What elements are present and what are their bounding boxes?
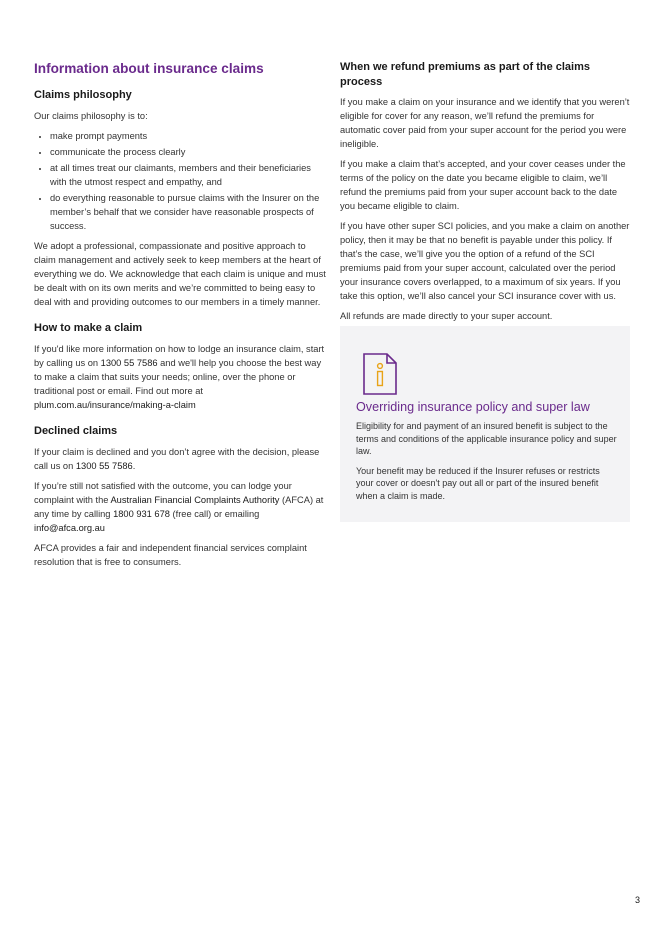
text-segment: If you'd like more information on how to lodge an insurance claim, start by calling us on: [34, 344, 325, 368]
list-item: • make prompt payments: [50, 129, 326, 143]
policy-callout-box: [340, 326, 630, 522]
claims-philosophy-intro: Our claims philosophy is to:: [34, 111, 148, 121]
callout-paragraph-2: Your benefit may be reduced if the Insurer refuses or restricts your cover or doesn't pay out all or part of the insured benefit when a claim is made.: [356, 465, 600, 501]
making-a-claim-link[interactable]: plum.com.au/insurance/making-a-claim: [34, 400, 196, 410]
how-to-claim-heading: How to make a claim: [34, 322, 143, 334]
callout-title: Overriding insurance policy and super law: [356, 400, 590, 414]
refund-heading: When we refund premiums as part of the claims process: [340, 61, 590, 88]
text-segment: (free call) or emailing: [169, 509, 260, 519]
text-segment: .: [132, 461, 136, 471]
claims-philosophy-list: [34, 129, 326, 233]
right-column: [340, 60, 632, 329]
page-title: Information about insurance claims: [34, 61, 264, 76]
text-segment: and we'll help you choose the best way to make a claim that suits your needs; online, over the phone or traditional post or email. Find out more at: [34, 358, 322, 396]
declined-claims-paragraph-3: AFCA provides a fair and independent financial services complaint resolution that is free to consumers.: [34, 543, 307, 567]
phone-number[interactable]: 1300 55 7586: [75, 461, 133, 471]
claims-philosophy-heading: Claims philosophy: [34, 89, 132, 101]
refund-paragraph-2: If you make a claim that’s accepted, and your cover ceases under the terms of the policy on the date you became eligible to claim, we’ll refund the premiums paid from your super account back to the date you became eligible to claim.: [340, 159, 626, 211]
afca-name: Australian Financial Complaints Authority: [110, 495, 280, 505]
refund-paragraph-3: If you have other super SCI policies, and you make a claim on another policy, then it may be that no benefit is payable under this policy. If that’s the case, we’ll give you the option of a refund of the SCI premiums paid from your super account, calculated over the period your insurance covers overlapped, to a maximum of six years. If you take this option, we’ll also cancel your SCI insurance cover with us.: [340, 221, 630, 301]
afca-email-link[interactable]: info@afca.org.au: [34, 523, 105, 533]
how-to-claim-paragraph: [34, 342, 326, 412]
declined-claims-heading: Declined claims: [34, 425, 118, 437]
left-column: [34, 60, 326, 581]
list-item: • communicate the process clearly: [50, 145, 326, 159]
refund-paragraph-1: If you make a claim on your insurance and we identify that you weren’t eligible for cover for any reason, we’ll refund the premiums for automatic cover paid from your super account for the period you were ineligible.: [340, 97, 630, 149]
list-item: • at all times treat our claimants, members and their beneficiaries with the utmost respect and empathy, and: [50, 161, 326, 189]
page-number: 3: [634, 895, 640, 905]
callout-body: [356, 420, 618, 509]
claims-philosophy-section: [34, 88, 326, 309]
text-segment: If you’re still not satisfied with the outcome, you can lodge your complaint with the: [34, 481, 292, 505]
how-to-claim-section: [34, 321, 326, 412]
callout-paragraph-1: Eligibility for and payment of an insured benefit is subject to the terms and conditions of the applicable insurance policy and super law.: [356, 421, 617, 456]
declined-claims-section: [34, 424, 326, 569]
declined-claims-paragraph-1: [34, 445, 326, 473]
list-item: • do everything reasonable to pursue claims with the Insurer on the member’s behalf that we consider have reasonable prospects of success.: [50, 191, 326, 233]
declined-claims-paragraph-2: [34, 479, 326, 535]
claims-philosophy-paragraph: We adopt a professional, compassionate and positive approach to claim management and actively seek to keep members at the heart of everything we do. We acknowledge that each claim is unique and must be dealt with on its own merits and we’re committed to being easy to deal with and providing outcomes to our members in a timely manner.: [34, 241, 326, 307]
refund-paragraph-4: All refunds are made directly to your super account.: [340, 311, 553, 321]
phone-number[interactable]: 1300 55 7586: [100, 358, 158, 368]
afca-phone[interactable]: 1800 931 678: [113, 509, 170, 519]
info-document-icon: [362, 352, 398, 396]
text-segment: If your claim is declined and you don’t agree with the decision, please call us on: [34, 447, 320, 471]
text-segment: (AFCA) at any time by calling: [34, 495, 324, 519]
